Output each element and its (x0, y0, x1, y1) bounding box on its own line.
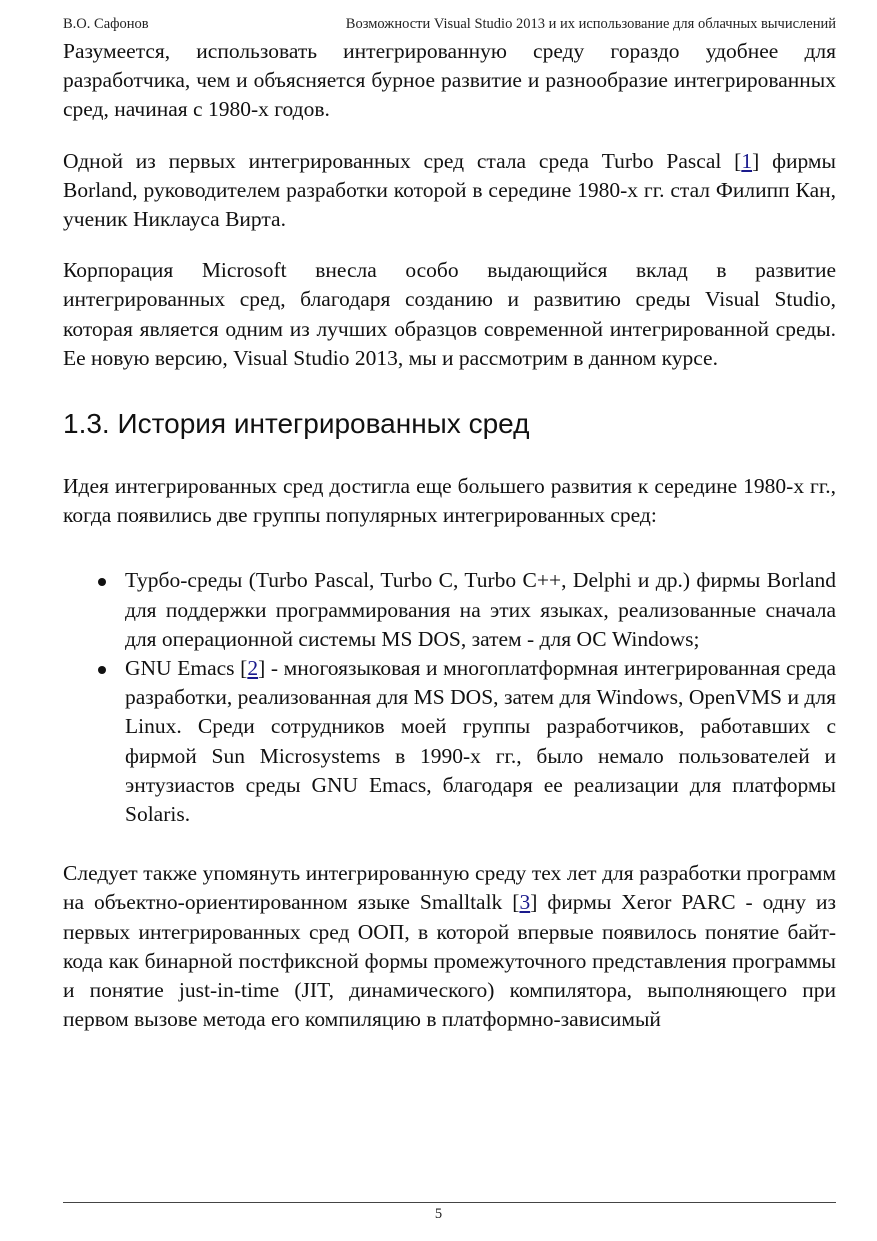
list-item-2-text-start: GNU Emacs [ (125, 656, 248, 681)
reference-link-2[interactable]: 2 (247, 656, 259, 681)
paragraph-2-text-start: Одной из первых интегрированных сред стала среда Turbo Pascal [ (63, 148, 742, 173)
page-number: 5 (434, 1206, 443, 1222)
list-item (63, 566, 836, 654)
paragraph-1: Разумеется, использовать интегрированную среду гораздо удобнее для разработчика, чем и объясняется бурное развитие и разнообразие интегрированных сред, начиная с 1980-х годов. (63, 39, 836, 122)
closing-text-start: Следует также упомянуть интегрированную среду тех лет для разработки программ на объектно-ориентированном языке Smalltalk [ (63, 861, 836, 915)
paragraph-2-text-end: ] фирмы Borland, руководителем разработки которой в середине 1980-х гг. стал Филипп Кан, ученик Никлауса Вирта. (63, 148, 836, 232)
header-title: Возможности Visual Studio 2013 и их использование для облачных вычислений (345, 16, 836, 32)
bullet-list (63, 566, 836, 829)
section-intro: Идея интегрированных сред достигла еще большего развития к середине 1980-х гг., когда появились две группы популярных интегрированных сред: (63, 474, 836, 528)
bullet-icon (98, 578, 106, 586)
header-author: В.О. Сафонов (63, 16, 149, 32)
page-content (63, 37, 836, 1034)
reference-link-1[interactable]: 1 (741, 148, 753, 173)
paragraph-closing (63, 859, 836, 1034)
list-item-2-text-end: ] - многоязыковая и многоплатформная интегрированная среда разработки, реализованная для MS DOS, затем для Windows, OpenVMS и для Linux. Среди сотрудников моей группы разработчиков, работавших с фирмой Sun Microsystems в 1990-х гг., было немало пользователей и энтузиастов среды GNU Emacs, благодаря ее реализации для платформы Solaris. (125, 656, 836, 827)
bullet-icon (98, 666, 106, 674)
list-item (63, 654, 836, 829)
section-heading: 1.3. История интегрированных сред (63, 408, 530, 440)
running-header (63, 16, 836, 34)
paragraph-3: Корпорация Microsoft внесла особо выдающийся вклад в развитие интегрированных сред, благодаря созданию и развитию среды Visual Studio, которая является одним из лучших образцов современной интегрированной среды. Ее новую версию, Visual Studio 2013, мы и рассмотрим в данном курсе. (63, 258, 836, 370)
closing-text-end: ] фирмы Xeror PARC - одну из первых интегрированных сред ООП, в которой впервые появилось понятие байт-кода как бинарной постфиксной формы промежуточного представления программы и понятие just-in-time (JIT, динамического) компилятора, выполняющего при первом вызове метода его компиляцию в платформно-зависимый (63, 890, 836, 1032)
footer-divider (63, 1202, 836, 1203)
list-item-1-text: Турбо-среды (Turbo Pascal, Turbo C, Turbo C++, Delphi и др.) фирмы Borland для поддержки программирования на этих языках, реализованные сначала для операционной системы MS DOS, затем - для ОС Windows; (125, 568, 836, 651)
paragraph-2 (63, 147, 836, 235)
reference-link-3[interactable]: 3 (519, 890, 531, 915)
